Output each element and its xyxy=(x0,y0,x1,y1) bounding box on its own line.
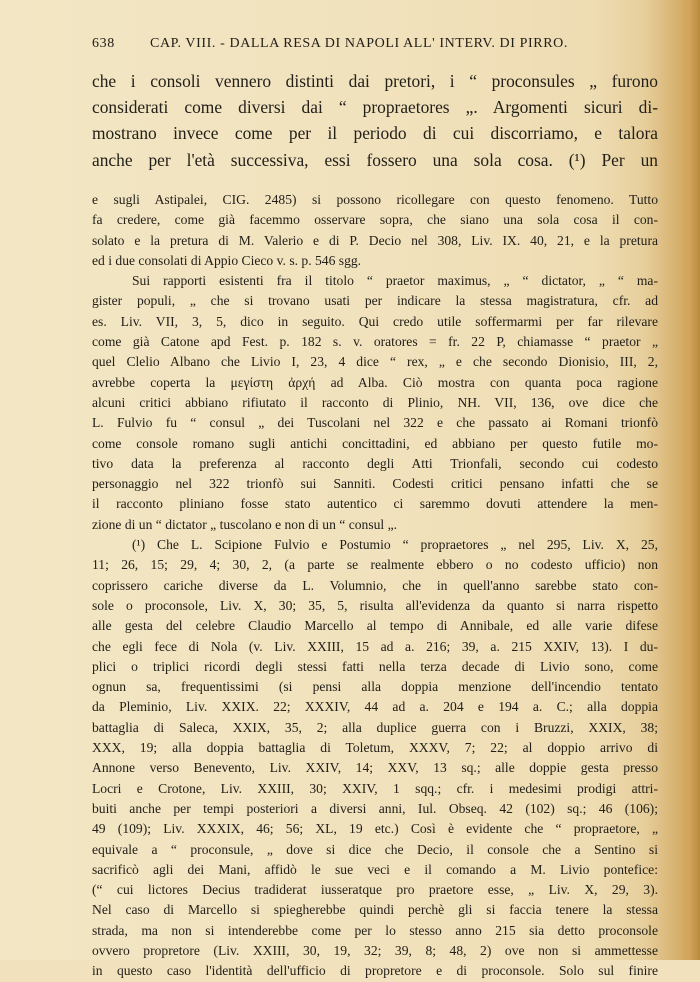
footnote-line: 49 (109); Liv. XXXIX, 46; 56; XL, 19 etc.) Così è evidente che “ propraetore, „ xyxy=(92,821,658,837)
footnote-line: come già Catone apd Fest. p. 182 s. v. oratores = fr. 22 P, chiamasse “ praetor „ xyxy=(92,334,658,350)
main-text-line: anche per l'età successiva, essi fossero una sola cosa. (¹) Per un xyxy=(92,149,658,170)
footnote-line: alcuni critici abbiano rifiutato il racconto di Plinio, NH. VII, 136, ove dice che xyxy=(92,394,658,410)
footnote-line: da Pleminio, Liv. XXIX. 22; XXXIV, 44 ad a. 204 e 194 a. C.; alla doppia xyxy=(92,699,658,715)
footnotes xyxy=(92,190,658,982)
footnote-line: tivo data la preferenza al racconto degli Atti Trionfali, secondo cui codesto xyxy=(92,455,658,471)
footnote-line: sole o proconsole, Liv. X, 30; 35, 5, risulta all'evidenza da quanto si narra rispetto xyxy=(92,597,658,613)
footnote-line: Sui rapporti esistenti fra il titolo “ praetor maximus, „ “ dictator, „ “ ma- xyxy=(132,273,658,289)
footnote-line: il racconto pliniano fosse stato autentico ci saremmo dovuti attendere la men- xyxy=(92,496,658,512)
footnote-line: Locri e Crotone, Liv. XXIII, 30; XXIV, 1 sqq.; cfr. i medesimi prodigi attri- xyxy=(92,780,658,796)
footnote-line: che egli fece di Nola (v. Liv. XXIII, 15 ad a. 216; 39, a. 215 XXIV, 13). I du- xyxy=(92,638,658,654)
footnote-line: 11; 26, 15; 29, 4; 30, 2, (a parte se realmente ebbero o no codesto ufficio) non xyxy=(92,557,658,573)
footnote-line: e sugli Astipalei, CIG. 2485) si possono ricollegare con questo fenomeno. Tutto xyxy=(92,192,658,207)
footnote-line: fa credere, come già facemmo osservare sopra, che siano una sola cosa il con- xyxy=(92,212,658,228)
footnote-line: XXX, 19; alla doppia battaglia di Toletum, XXXV, 7; 22; al doppio arrivo di xyxy=(92,740,658,756)
page-number: 638 xyxy=(92,36,115,51)
footnote-line: battaglia di Saleca, XXIX, 35, 2; alla duplice guerra con i Bruzzi, XXIX, 38; xyxy=(92,719,658,735)
footnote-line: alle gesta del celebre Claudio Marcello al tempo di Annibale, ed alle varie difese xyxy=(92,618,658,634)
footnote-line: zione di un “ dictator „ tuscolano e non di un “ consul „. xyxy=(92,516,398,532)
main-text xyxy=(92,68,658,173)
footnote-line: gister populi, „ che si trovano usati per indicare la stessa magistratura, cfr. ad xyxy=(92,293,658,309)
footnote-line: (¹) Che L. Scipione Fulvio e Postumio “ propraetores „ nel 295, Liv. X, 25, xyxy=(132,537,658,553)
footnote-line: Nel caso di Marcello si spiegherebbe quindi perchè gli si faccia tenere la stessa xyxy=(92,902,658,918)
footnote-line: L. Fulvio fu “ consul „ dei Tuscolani nel 322 e che passato ai Romani trionfò xyxy=(92,415,658,431)
footnote-line: coprissero cariche diverse da L. Volumnio, che in quell'anno sarebbe stato con- xyxy=(92,577,658,593)
running-header xyxy=(92,36,652,58)
footnote-line: in questo caso l'identità dell'ufficio di propretore e di proconsole. Solo sul finire xyxy=(92,963,658,979)
footnote-line: es. Liv. VII, 3, 5, dico in seguito. Qui credo utile soffermarmi per far rilevare xyxy=(92,313,658,329)
footnote-line: personaggio nel 322 trionfò sui Sanniti. Codesti critici pensano infatti che se xyxy=(92,476,658,492)
running-title: CAP. VIII. - DALLA RESA DI NAPOLI ALL' INTERV. DI PIRRO. xyxy=(150,36,568,51)
page-edge-shadow xyxy=(680,0,700,960)
main-text-line: che i consoli vennero distinti dai pretori, i “ proconsules „ furono xyxy=(92,71,658,91)
footnote-line: plici o triplici ricordi degli stessi fatti nella terza decade di Livio sono, come xyxy=(92,658,658,674)
main-text-line: mostrano invece come per il periodo di cui discorriamo, e talora xyxy=(92,123,658,144)
footnote-line: ed i due consolati di Appio Cieco v. s. p. 546 sgg. xyxy=(92,252,362,268)
footnote-line: strada, ma non si intenderebbe come per lo stesso anno 215 sia detto proconsole xyxy=(92,922,658,938)
footnote-line: quel Clelio Albano che Livio I, 23, 4 dice “ rex, „ e che secondo Dionisio, III, 2, xyxy=(92,354,658,370)
footnote-line: solato e la pretura di M. Valerio e di P. Decio nel 308, Liv. IX. 40, 21, e la pretura xyxy=(92,232,658,248)
footnote-line: ognun sa, frequentissimi (si pensi alla doppia menzione dell'incendio tentato xyxy=(92,679,658,695)
footnote-line: sacrificò agli dei Mani, affidò le sue veci e il comando a M. Livio pontefice: xyxy=(92,861,658,877)
footnote-line: (“ cui lictores Decius tradiderat iusseratque pro praetore esse, „ Liv. X, 29, 3). xyxy=(92,882,658,898)
footnote-line: come console romano sugli antichi concittadini, ed abbiano per questo futile mo- xyxy=(92,435,658,451)
footnote-line: avrebbe coperta la μεγίστη ἀρχή ad Alba. Ciò mostra con quanta poca ragione xyxy=(92,374,658,390)
main-text-line: considerati come diversi dai “ propraetores „. Argomenti sicuri di- xyxy=(92,97,658,118)
footnote-line: equivale a “ proconsule, „ dove si dice che Decio, il console che a Sentino si xyxy=(92,841,658,857)
footnote-line: Annone verso Benevento, Liv. XXIV, 14; XXV, 13 sq.; alle doppie gesta presso xyxy=(92,760,658,776)
footnote-line: ovvero propretore (Liv. XXIII, 30, 19, 32; 39, 8; 48, 2) ove non si ammettesse xyxy=(92,942,658,958)
footnote-line: buiti anche per tempi posteriori a diversi anni, Iul. Obseq. 42 (102) sq.; 46 (106); xyxy=(92,800,658,816)
